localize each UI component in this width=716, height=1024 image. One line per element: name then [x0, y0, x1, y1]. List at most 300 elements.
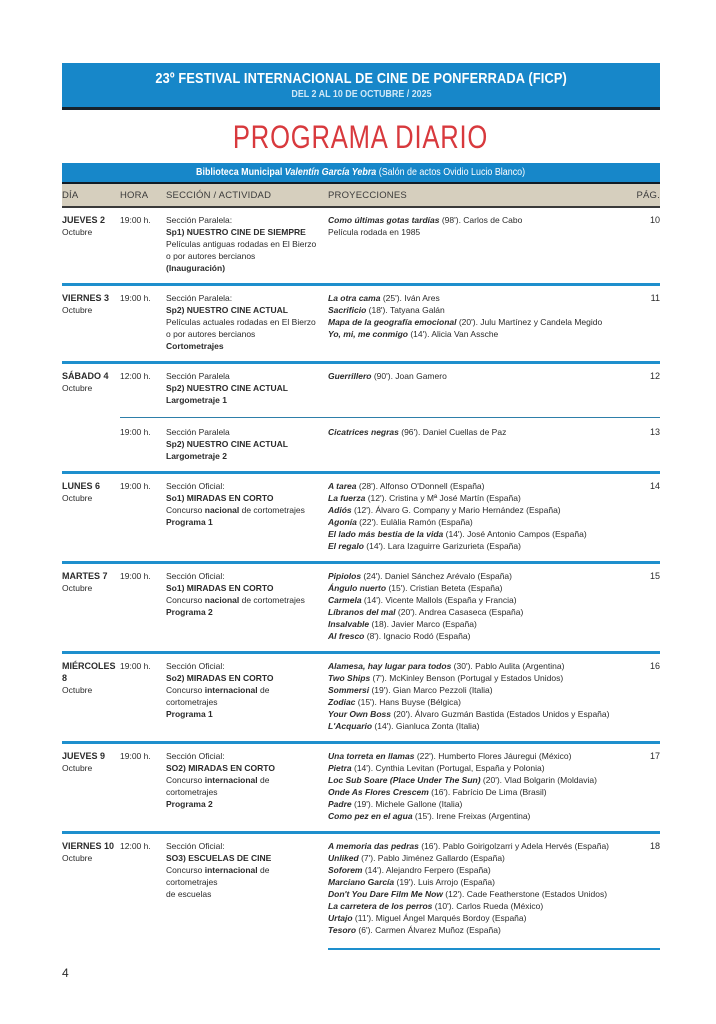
film-title: El regalo	[328, 541, 364, 551]
films-cell	[328, 426, 660, 462]
day-name: JUEVES 2	[62, 215, 106, 225]
film-credits: (20'). Álvaro Guzmán Bastida (Estados Unidos y España)	[390, 709, 610, 719]
hour-cell: 19:00 h.	[120, 751, 151, 761]
venue-bar	[62, 163, 660, 184]
section-text: So1) MIRADAS EN CORTO	[166, 583, 274, 593]
films-cell	[328, 370, 660, 406]
day-group	[62, 654, 660, 741]
film-credits: (12'). Cade Featherstone (Estados Unidos)	[442, 889, 608, 899]
day-group	[62, 208, 660, 283]
film-line	[328, 504, 636, 516]
section-line	[166, 504, 320, 516]
col-hora: HORA	[120, 190, 149, 201]
film-line	[328, 426, 636, 438]
schedule-row	[62, 834, 660, 945]
section-text: de cortometrajes	[239, 505, 305, 515]
film-title: Soforem	[328, 865, 363, 875]
section-text: Sección Paralela	[166, 371, 230, 381]
section-text: (Inauguración)	[166, 263, 226, 273]
section-text: Concurso	[166, 775, 205, 785]
film-credits: (19'). Michele Gallone (Italia)	[351, 799, 463, 809]
film-credits: (14'). Alicia Van Assche	[407, 329, 499, 339]
film-title: La fuerza	[328, 493, 366, 503]
venue-prefix: Biblioteca Municipal	[196, 166, 286, 178]
day-month: Octubre	[62, 853, 93, 863]
schedule-body	[62, 208, 660, 950]
film-line	[328, 528, 636, 540]
section-line	[166, 238, 320, 250]
section-text: Sección Oficial:	[166, 751, 225, 761]
hour-cell: 19:00 h.	[120, 293, 151, 303]
section-cell	[166, 660, 328, 732]
section-text: Sección Paralela	[166, 427, 230, 437]
film-title: Al fresco	[328, 631, 365, 641]
film-credits: (14'). Gianluca Zonta (Italia)	[372, 721, 480, 731]
film-title: Como últimas gotas tardías	[328, 215, 440, 225]
section-text: Sp1) NUESTRO CINE DE SIEMPRE	[166, 227, 306, 237]
section-text: SO3) ESCUELAS DE CINE	[166, 853, 272, 863]
film-line	[328, 304, 636, 316]
day-cell	[62, 480, 120, 552]
section-line	[166, 292, 320, 304]
film-credits: (8'). Ignacio Rodó (España)	[364, 631, 471, 641]
film-title: La otra cama	[328, 293, 381, 303]
film-title: Carmela	[328, 595, 362, 605]
film-line	[328, 840, 636, 852]
section-line	[166, 328, 320, 340]
section-text: de escuelas	[166, 889, 212, 899]
film-line	[328, 516, 636, 528]
page-ref: 13	[649, 427, 660, 437]
film-credits: (19'). Luis Arrojo (España)	[394, 877, 495, 887]
film-credits: (12'). Cristina y Mª José Martín (España)	[365, 493, 521, 503]
section-line	[166, 316, 320, 328]
section-text: de cortometrajes	[166, 775, 270, 797]
film-credits: (7'). Pablo Jiménez Gallardo (España)	[358, 853, 505, 863]
film-credits: (14'). José Antonio Campos (España)	[443, 529, 587, 539]
film-credits: (7'). McKinley Benson (Portugal y Estados Unidos)	[370, 673, 564, 683]
day-name: SÁBADO 4	[62, 371, 109, 381]
section-line	[166, 774, 320, 798]
section-line	[166, 582, 320, 594]
section-line	[166, 438, 320, 450]
film-title: Como pez en el agua	[328, 811, 413, 821]
section-text: o por autores bercianos	[166, 251, 256, 261]
film-line	[328, 630, 636, 642]
film-title: A memoria das pedras	[328, 841, 419, 851]
section-text: de cortometrajes	[166, 865, 270, 887]
section-line	[166, 570, 320, 582]
film-line	[328, 810, 636, 822]
col-proyecciones: PROYECCIONES	[328, 190, 407, 201]
film-line	[328, 582, 636, 594]
section-cell	[166, 480, 328, 552]
day-month: Octubre	[62, 383, 93, 393]
film-line	[328, 214, 636, 226]
film-credits: (14'). Lara Izaguirre Garizurieta (España)	[363, 541, 521, 551]
section-text: internacional	[204, 685, 258, 695]
page-title-text: PROGRAMA DIARIO	[233, 119, 489, 155]
film-credits: (30'). Pablo Aulita (Argentina)	[451, 661, 565, 671]
film-line	[328, 606, 636, 618]
film-credits: (96'). Daniel Cuellas de Paz	[398, 427, 507, 437]
section-line	[166, 888, 320, 900]
film-credits: (19'). Gian Marco Pezzoli (Italia)	[369, 685, 493, 695]
day-group	[62, 474, 660, 561]
film-credits: (6'). Carmen Álvarez Muñoz (España)	[356, 925, 501, 935]
col-seccion: SECCIÓN / ACTIVIDAD	[166, 190, 272, 201]
film-title: Insalvable	[328, 619, 370, 629]
section-text: Programa 1	[166, 517, 213, 527]
section-line	[166, 516, 320, 528]
hour-cell: 12:00 h.	[120, 841, 151, 851]
section-cell	[166, 570, 328, 642]
film-credits: (25'). Iván Ares	[380, 293, 440, 303]
section-line	[166, 594, 320, 606]
film-credits: (15'). Irene Freixas (Argentina)	[412, 811, 531, 821]
page-ref: 18	[649, 841, 660, 851]
film-line	[328, 708, 636, 720]
film-title: Onde As Flores Crescem	[328, 787, 429, 797]
film-title: Padre	[328, 799, 352, 809]
films-cell	[328, 660, 660, 732]
section-cell	[166, 840, 328, 936]
day-month: Octubre	[62, 305, 93, 315]
page-ref: 10	[649, 215, 660, 225]
section-text: Programa 1	[166, 709, 213, 719]
section-line	[166, 684, 320, 708]
film-credits: (22'). Eulàlia Ramón (España)	[356, 517, 473, 527]
section-text: So2) MIRADAS EN CORTO	[166, 673, 274, 683]
day-group	[62, 564, 660, 651]
section-text: o por autores bercianos	[166, 329, 256, 339]
film-line	[328, 684, 636, 696]
film-line	[328, 480, 636, 492]
film-line	[328, 328, 636, 340]
section-text: Películas antiguas rodadas en El Bierzo	[166, 239, 317, 249]
page-ref: 16	[649, 661, 660, 671]
film-line	[328, 912, 636, 924]
film-title: Pipiolos	[328, 571, 362, 581]
film-credits: (16'). Fabrício De Lima (Brasil)	[428, 787, 547, 797]
day-month: Octubre	[62, 685, 93, 695]
film-credits: (24'). Daniel Sánchez Arévalo (España)	[361, 571, 512, 581]
section-line	[166, 480, 320, 492]
film-title: Unliked	[328, 853, 359, 863]
section-line	[166, 852, 320, 864]
section-text: SO2) MIRADAS EN CORTO	[166, 763, 275, 773]
film-title: Cicatrices negras	[328, 427, 399, 437]
section-text: Sp2) NUESTRO CINE ACTUAL	[166, 439, 288, 449]
day-cell	[62, 292, 120, 352]
film-title: Urtajo	[328, 913, 353, 923]
page-ref: 14	[649, 481, 660, 491]
day-group	[62, 834, 660, 945]
day-group	[62, 364, 660, 471]
day-name: VIERNES 3	[62, 293, 110, 303]
day-cell	[62, 840, 120, 936]
film-title: Your Own Boss	[328, 709, 391, 719]
day-cell	[62, 660, 120, 732]
section-line	[166, 864, 320, 888]
day-cell	[62, 426, 120, 462]
program-page	[62, 63, 660, 980]
section-line	[166, 798, 320, 810]
film-line	[328, 696, 636, 708]
day-cell	[62, 370, 120, 406]
film-credits: (20'). Andrea Casaseca (España)	[395, 607, 524, 617]
day-group	[62, 286, 660, 361]
day-month: Octubre	[62, 493, 93, 503]
film-line	[328, 618, 636, 630]
section-text: nacional	[204, 505, 240, 515]
section-text: Concurso	[166, 865, 205, 875]
section-text: internacional	[204, 865, 258, 875]
section-line	[166, 382, 320, 394]
film-line	[328, 774, 636, 786]
day-name: VIERNES 10	[62, 841, 115, 851]
section-text: Sección Oficial:	[166, 841, 225, 851]
film-title: Yo, mi, me conmigo	[328, 329, 408, 339]
page-ref: 15	[649, 571, 660, 581]
film-credits: (11'). Miguel Ángel Marqués Bordoy (España)	[352, 913, 527, 923]
day-group	[62, 744, 660, 831]
page-title	[62, 120, 660, 154]
hour-cell: 19:00 h.	[120, 215, 151, 225]
section-line	[166, 426, 320, 438]
section-line	[166, 340, 320, 352]
film-line	[328, 660, 636, 672]
film-line	[328, 750, 636, 762]
schedule-row	[62, 364, 660, 415]
film-credits: (14'). Alejandro Ferpero (España)	[362, 865, 491, 875]
page-ref: 12	[649, 371, 660, 381]
section-cell	[166, 292, 328, 352]
film-credits: Película rodada en 1985	[328, 227, 421, 237]
section-text: Sección Oficial:	[166, 481, 225, 491]
col-pag: PÁG.	[636, 190, 660, 201]
day-month: Octubre	[62, 583, 93, 593]
day-month: Octubre	[62, 763, 93, 773]
film-title: El lado más bestia de la vida	[328, 529, 444, 539]
festival-title-text: 23º FESTIVAL INTERNACIONAL DE CINE DE PONFERRADA (FICP)	[155, 70, 567, 87]
section-cell	[166, 750, 328, 822]
film-line	[328, 888, 636, 900]
film-line	[328, 876, 636, 888]
festival-dates	[62, 88, 660, 101]
section-text: de cortometrajes	[166, 685, 270, 707]
schedule-row	[62, 208, 660, 283]
film-line	[328, 762, 636, 774]
section-line	[166, 672, 320, 684]
films-cell	[328, 840, 660, 936]
section-text: Concurso	[166, 505, 205, 515]
hour-cell: 19:00 h.	[120, 427, 151, 437]
section-text: internacional	[204, 775, 258, 785]
film-title: Una torreta en llamas	[328, 751, 415, 761]
page-number: 4	[62, 966, 69, 980]
films-cell	[328, 750, 660, 822]
section-text: Sección Paralela:	[166, 215, 233, 225]
film-title: Pietra	[328, 763, 352, 773]
section-text: de cortometrajes	[239, 595, 305, 605]
film-title: Zodiac	[328, 697, 356, 707]
film-line	[328, 924, 636, 936]
day-month: Octubre	[62, 227, 93, 237]
film-title: Don't You Dare Film Me Now	[328, 889, 443, 899]
section-line	[166, 492, 320, 504]
film-title: Marciano García	[328, 877, 395, 887]
venue-text	[196, 166, 525, 178]
end-line	[328, 948, 660, 950]
film-credits: (28'). Alfonso O'Donnell (España)	[356, 481, 485, 491]
films-cell	[328, 214, 660, 274]
film-line	[328, 864, 636, 876]
section-line	[166, 370, 320, 382]
film-credits: (15'). Hans Buyse (Bélgica)	[355, 697, 461, 707]
film-line	[328, 316, 636, 328]
section-text: nacional	[204, 595, 240, 605]
section-line	[166, 450, 320, 462]
film-line	[328, 540, 636, 552]
section-line	[166, 394, 320, 406]
page-ref: 17	[649, 751, 660, 761]
hour-cell: 12:00 h.	[120, 371, 151, 381]
day-cell	[62, 214, 120, 274]
film-credits: (14'). Vicente Mallols (España y Francia)	[361, 595, 517, 605]
film-credits: (20'). Vlad Bolgarin (Moldavia)	[480, 775, 597, 785]
day-name: JUEVES 9	[62, 751, 106, 761]
film-credits: (90'). Joan Gamero	[371, 371, 447, 381]
film-line	[328, 852, 636, 864]
section-text: So1) MIRADAS EN CORTO	[166, 493, 274, 503]
film-title: La carretera de los perros	[328, 901, 433, 911]
film-title: Loc Sub Soare (Place Under The Sun)	[328, 775, 481, 785]
day-cell	[62, 570, 120, 642]
section-cell	[166, 370, 328, 406]
film-line	[328, 570, 636, 582]
section-line	[166, 250, 320, 262]
section-text: Sp2) NUESTRO CINE ACTUAL	[166, 305, 288, 315]
film-title: Sommersi	[328, 685, 370, 695]
hour-cell: 19:00 h.	[120, 481, 151, 491]
section-text: Películas actuales rodadas en El Bierzo	[166, 317, 316, 327]
films-cell	[328, 292, 660, 352]
section-text: Concurso	[166, 595, 205, 605]
section-cell	[166, 214, 328, 274]
film-title: Agonía	[328, 517, 357, 527]
section-line	[166, 660, 320, 672]
film-line	[328, 798, 636, 810]
schedule-row	[62, 744, 660, 831]
film-title: Adiós	[328, 505, 352, 515]
film-line	[328, 370, 636, 382]
film-line	[328, 672, 636, 684]
film-line	[328, 594, 636, 606]
films-cell	[328, 480, 660, 552]
table-header	[62, 184, 660, 208]
section-line	[166, 762, 320, 774]
festival-dates-text: DEL 2 AL 10 DE OCTUBRE / 2025	[290, 88, 432, 100]
film-title: Mapa de la geografía emocional	[328, 317, 457, 327]
col-dia: DÍA	[62, 190, 79, 201]
section-text: Sección Oficial:	[166, 571, 225, 581]
festival-title	[62, 70, 660, 87]
film-credits: (18). Javier Marco (España)	[369, 619, 477, 629]
film-line	[328, 900, 636, 912]
section-cell	[166, 426, 328, 462]
hour-cell: 19:00 h.	[120, 571, 151, 581]
section-text: Sección Oficial:	[166, 661, 225, 671]
film-title: Two Ships	[328, 673, 371, 683]
schedule-row	[62, 420, 660, 471]
venue-suffix: (Salón de actos Ovidio Lucio Blanco)	[376, 166, 526, 178]
section-line	[166, 214, 320, 226]
film-line	[328, 292, 636, 304]
session-divider	[120, 417, 660, 418]
schedule-row	[62, 286, 660, 361]
film-credits: (14'). Cynthia Levitan (Portugal, España y Polonia)	[351, 763, 545, 773]
page-ref: 11	[650, 293, 660, 303]
film-credits: (22'). Humberto Flores Jáuregui (México)	[414, 751, 572, 761]
section-line	[166, 226, 320, 238]
film-title: L'Acquario	[328, 721, 373, 731]
film-credits: (15'). Cristian Beteta (España)	[386, 583, 503, 593]
day-name: MIÉRCOLES 8	[62, 661, 116, 683]
section-text: Programa 2	[166, 799, 213, 809]
section-line	[166, 606, 320, 618]
day-name: LUNES 6	[62, 481, 101, 491]
schedule-row	[62, 564, 660, 651]
schedule-row	[62, 654, 660, 741]
film-title: A tarea	[328, 481, 357, 491]
film-credits: (20'). Julu Martínez y Candela Megido	[456, 317, 603, 327]
section-text: Largometraje 1	[166, 395, 227, 405]
film-credits: (98'). Carlos de Cabo	[439, 215, 523, 225]
film-title: Alamesa, hay lugar para todos	[328, 661, 452, 671]
film-title: Sacrificio	[328, 305, 367, 315]
film-title: Ángulo nuerto	[328, 583, 387, 593]
venue-name: Valentín García Yebra	[285, 166, 377, 178]
section-text: Cortometrajes	[166, 341, 224, 351]
section-text: Sp2) NUESTRO CINE ACTUAL	[166, 383, 288, 393]
section-text: Sección Paralela:	[166, 293, 233, 303]
film-credits: (16'). Pablo Goirigolzarri y Adela Hervés (España)	[418, 841, 609, 851]
film-title: Tesoro	[328, 925, 357, 935]
film-title: Líbranos del mal	[328, 607, 396, 617]
film-credits: (12'). Álvaro G. Company y Mario Hernández (España)	[351, 505, 561, 515]
film-credits: (10'). Carlos Rueda (México)	[432, 901, 544, 911]
hour-cell: 19:00 h.	[120, 661, 151, 671]
section-text: Programa 2	[166, 607, 213, 617]
section-line	[166, 708, 320, 720]
film-credits: (18'). Tatyana Galán	[366, 305, 445, 315]
day-cell	[62, 750, 120, 822]
film-title: Guerrillero	[328, 371, 372, 381]
film-line	[328, 720, 636, 732]
film-line	[328, 492, 636, 504]
section-text: Concurso	[166, 685, 205, 695]
section-text: Largometraje 2	[166, 451, 227, 461]
day-name: MARTES 7	[62, 571, 108, 581]
festival-banner	[62, 63, 660, 110]
schedule-row	[62, 474, 660, 561]
films-cell	[328, 570, 660, 642]
section-line	[166, 840, 320, 852]
film-line	[328, 786, 636, 798]
section-line	[166, 750, 320, 762]
section-line	[166, 262, 320, 274]
